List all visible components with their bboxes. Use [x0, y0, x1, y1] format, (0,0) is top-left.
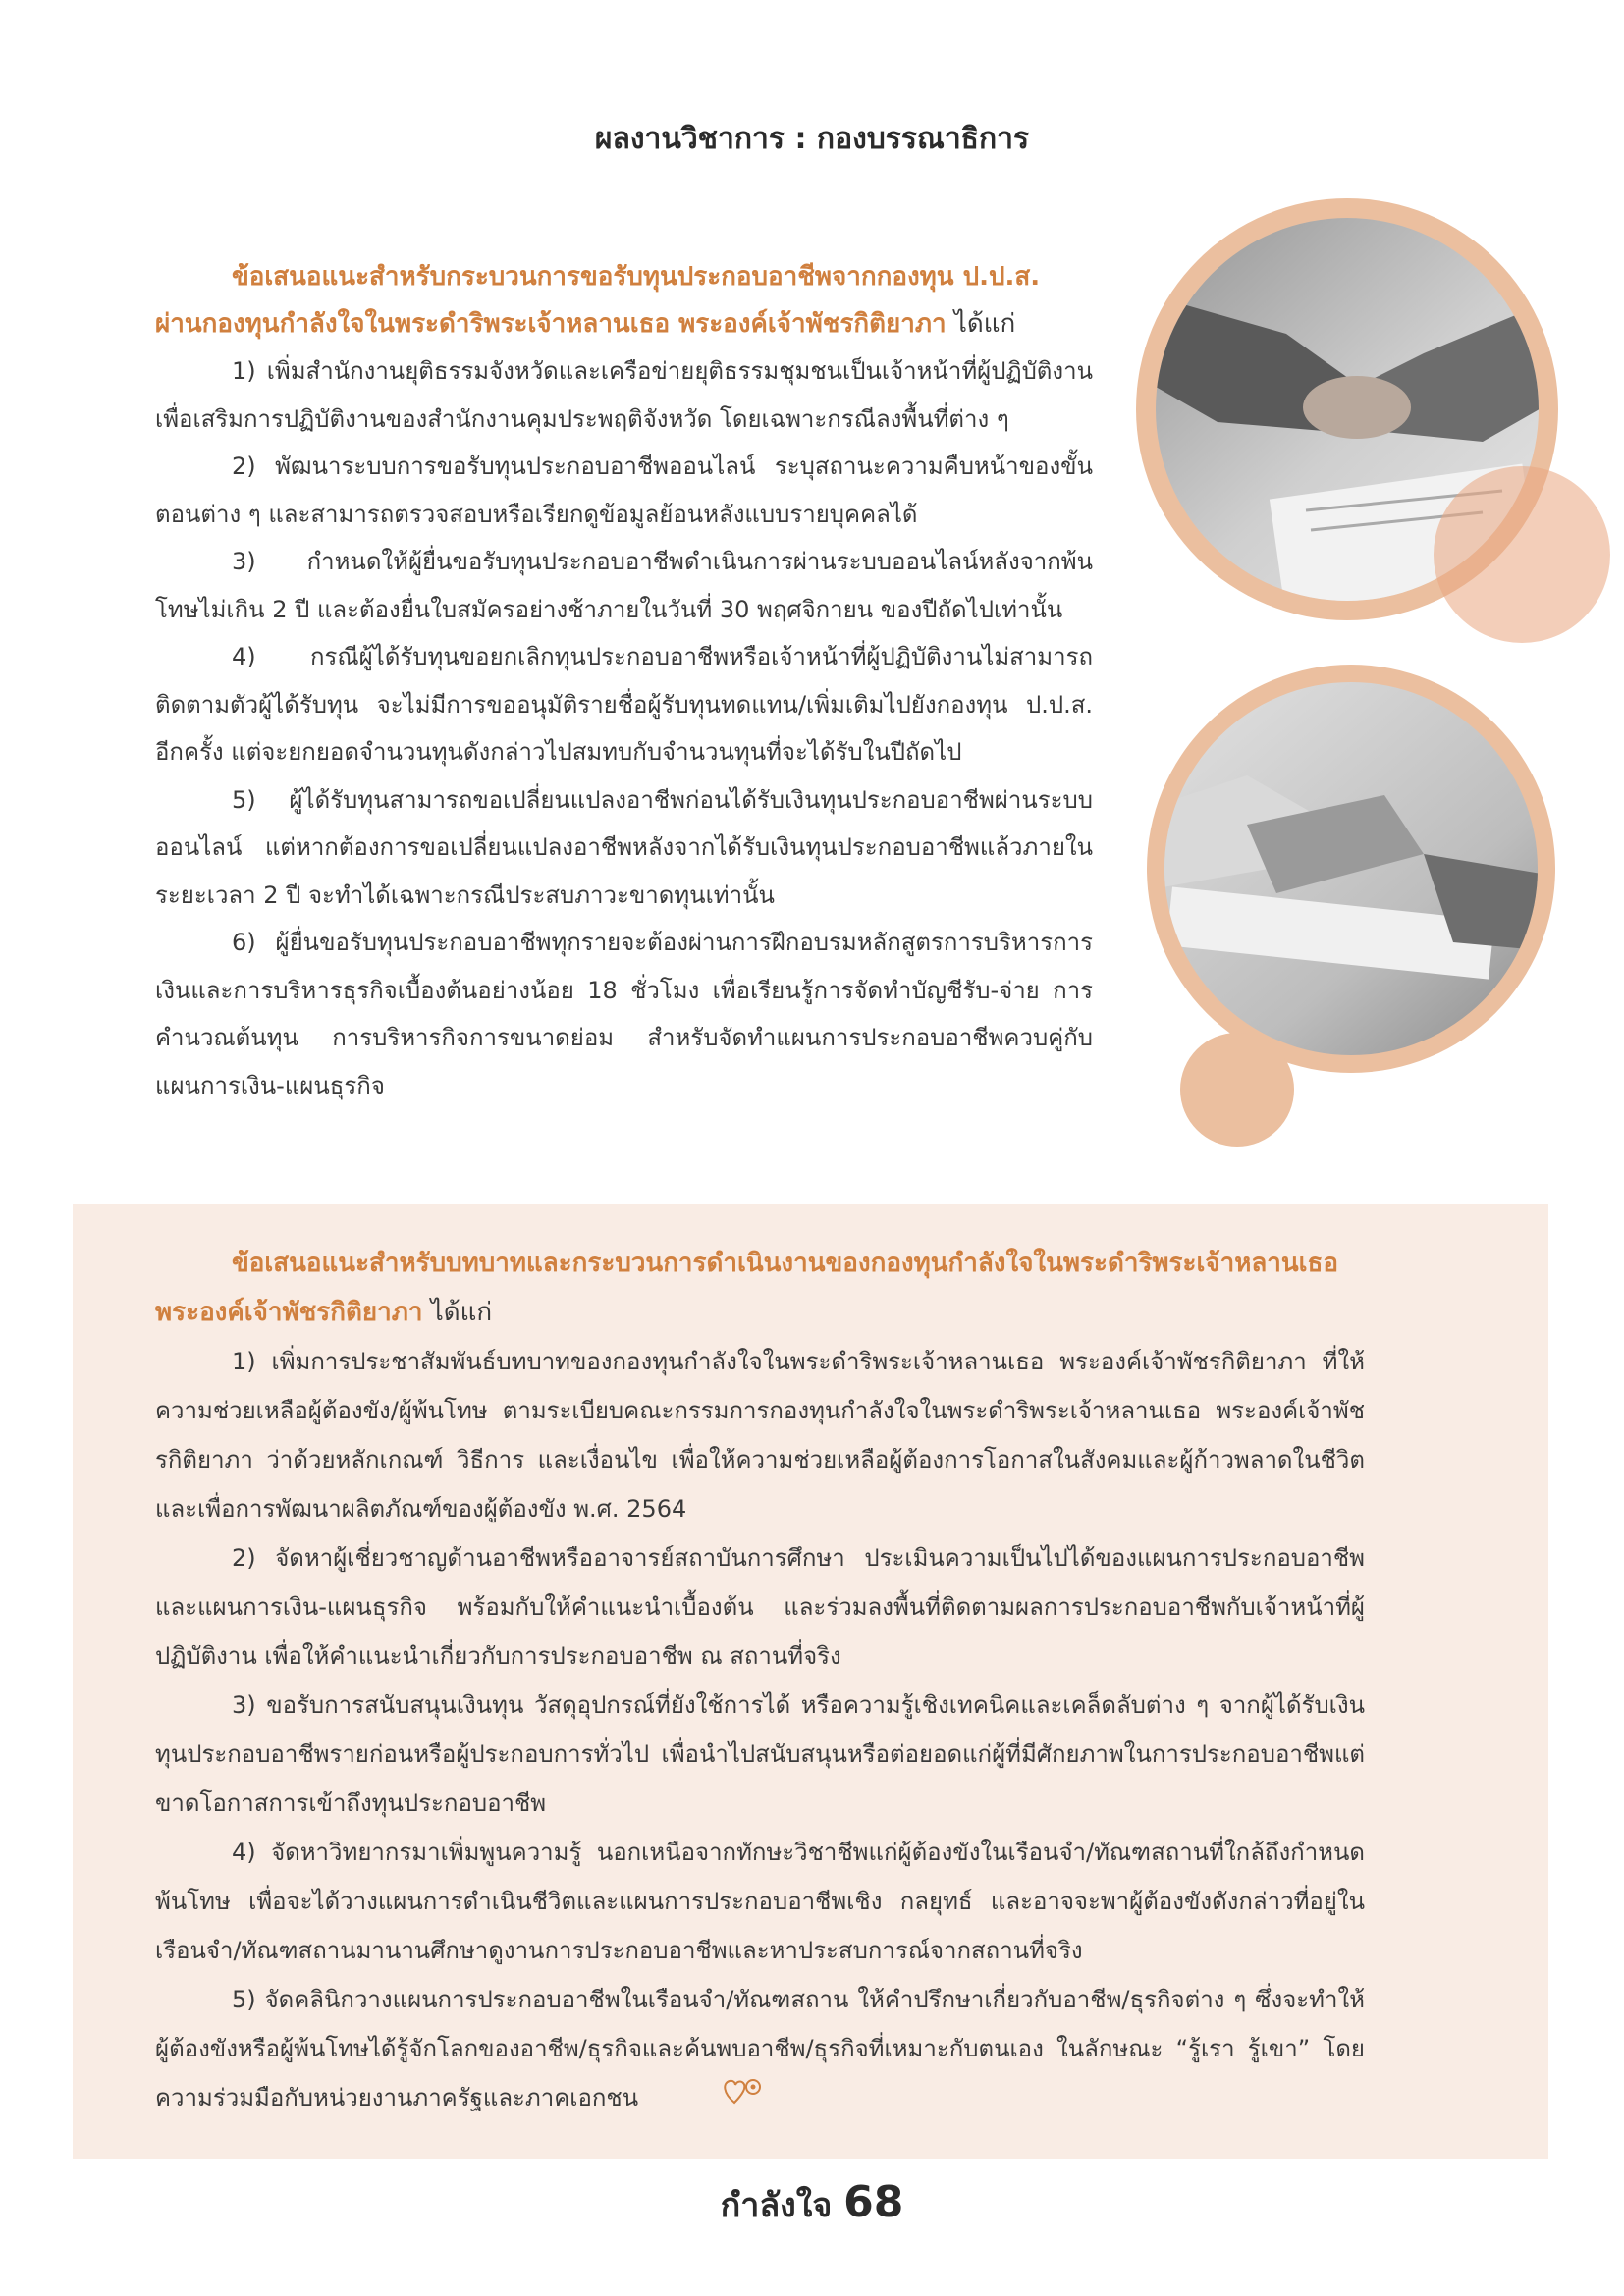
decorative-photos	[1129, 187, 1624, 1152]
heart-icon	[644, 2074, 766, 2123]
section-1	[155, 253, 1093, 1109]
section-2-heading-tail: ได้แก่	[422, 1298, 493, 1327]
page-number: 68	[843, 2177, 904, 2227]
section-2-heading: ข้อเสนอแนะสำหรับบทบาทและกระบวนการดำเนินงานของกองทุนกำลังใจในพระดำริพระเจ้าหลานเธอ พระองค์เจ้าพัชรกิติยาภา ได้แก่	[155, 1249, 1339, 1327]
section-2-item-4: 4) จัดหาวิทยากรมาเพิ่มพูนความรู้ นอกเหนือจากทักษะวิชาชีพแก่ผู้ต้องขังในเรือนจำ/ทัณฑสถานที่ใกล้ถึงกำหนดพ้นโทษ เพื่อจะได้วางแผนการดำเนินชีวิตและแผนการประกอบอาชีพเชิง กลยุทธ์ และอาจจะพาผู้ต้องขังดังกล่าวที่อยู่ในเรือนจำ/ทัณฑสถานมานานศึกษาดูงานการประกอบอาชีพและหาประสบการณ์จากสถานที่จริง	[155, 1839, 1365, 1964]
section-1-item-4: 4) กรณีผู้ได้รับทุนขอยกเลิกทุนประกอบอาชีพหรือเจ้าหน้าที่ผู้ปฏิบัติงานไม่สามารถติดตามตัวผู้ได้รับทุน จะไม่มีการขออนุมัติรายชื่อผู้รับทุนทดแทน/เพิ่มเติมไปยังกองทุน ป.ป.ส. อีกครั้ง แต่จะยกยอดจำนวนทุนดังกล่าวไปสมทบกับจำนวนทุนที่จะได้รับในปีถัดไป	[155, 643, 1093, 766]
section-2	[155, 1239, 1365, 2123]
section-2-item-1: 1) เพิ่มการประชาสัมพันธ์บทบาทของกองทุนกำลังใจในพระดำริพระเจ้าหลานเธอ พระองค์เจ้าพัชรกิติยาภา ที่ให้ความช่วยเหลือผู้ต้องขัง/ผู้พ้นโทษ ตามระเบียบคณะกรรมการกองทุนกำลังใจในพระดำริพระเจ้าหลานเธอ พระองค์เจ้าพัชรกิติยาภา ว่าด้วยหลักเกณฑ์ วิธีการ และเงื่อนไข เพื่อให้ความช่วยเหลือผู้ต้องการโอกาสในสังคมและผู้ก้าวพลาดในชีวิต และเพื่อการพัฒนาผลิตภัณฑ์ของผู้ต้องขัง พ.ศ. 2564	[155, 1348, 1365, 1522]
section-1-heading-tail: ได้แก่	[946, 309, 1016, 339]
section-1-item-5: 5) ผู้ได้รับทุนสามารถขอเปลี่ยนแปลงอาชีพก่อนได้รับเงินทุนประกอบอาชีพผ่านระบบออนไลน์ แต่หากต้องการขอเปลี่ยนแปลงอาชีพหลังจากได้รับเงินทุนประกอบอาชีพแล้วภายในระยะเวลา 2 ปี จะทำได้เฉพาะกรณีประสบภาวะขาดทุนเท่านั้น	[155, 785, 1093, 909]
section-1-item-1: 1) เพิ่มสำนักงานยุติธรรมจังหวัดและเครือข่ายยุติธรรมชุมชนเป็นเจ้าหน้าที่ผู้ปฏิบัติงานเพื่อเสริมการปฏิบัติงานของสำนักงานคุมประพฤติจังหวัด โดยเฉพาะกรณีลงพื้นที่ต่าง ๆ	[155, 357, 1093, 433]
section-1-item-2: 2) พัฒนาระบบการขอรับทุนประกอบอาชีพออนไลน์ ระบุสถานะความคืบหน้าของขั้นตอนต่าง ๆ และสามารถตรวจสอบหรือเรียกดูข้อมูลย้อนหลังแบบรายบุคคลได้	[155, 453, 1093, 528]
section-1-item-3: 3) กำหนดให้ผู้ยื่นขอรับทุนประกอบอาชีพดำเนินการผ่านระบบออนไลน์หลังจากพ้นโทษไม่เกิน 2 ปี และต้องยื่นใบสมัครอย่างช้าภายในวันที่ 30 พฤศจิกายน ของปีถัดไปเท่านั้น	[155, 548, 1093, 623]
section-1-item-6: 6) ผู้ยื่นขอรับทุนประกอบอาชีพทุกรายจะต้องผ่านการฝึกอบรมหลักสูตรการบริหารการเงินและการบริหารธุรกิจเบื้องต้นอย่างน้อย 18 ชั่วโมง เพื่อเรียนรู้การจัดทำบัญชีรับ-จ่าย การคำนวณต้นทุน การบริหารกิจการขนาดย่อม สำหรับจัดทำแผนการประกอบอาชีพควบคู่กับแผนการเงิน-แผนธุรกิจ	[155, 929, 1093, 1099]
page-header: ผลงานวิชาการ : กองบรรณาธิการ	[594, 122, 1030, 156]
section-2-item-5: 5) จัดคลินิกวางแผนการประกอบอาชีพในเรือนจำ/ทัณฑสถาน ให้คำปรึกษาเกี่ยวกับอาชีพ/ธุรกิจต่าง ๆ ซึ่งจะทำให้ผู้ต้องขังหรือผู้พ้นโทษได้รู้จักโลกของอาชีพ/ธุรกิจและค้นพบอาชีพ/ธุรกิจที่เหมาะกับตนเอง ในลักษณะ “รู้เรา รู้เขา” โดยความร่วมมือกับหน่วยงานภาครัฐและภาคเอกชน	[155, 1975, 1365, 2123]
section-1-heading: ข้อเสนอแนะสำหรับกระบวนการขอรับทุนประกอบอาชีพจากกองทุน ป.ป.ส. ผ่านกองทุนกำลังใจในพระดำริพระเจ้าหลานเธอ พระองค์เจ้าพัชรกิติยาภา ได้แก่	[155, 262, 1041, 339]
top-accent-circle	[1434, 466, 1610, 643]
page-footer	[0, 2177, 1624, 2231]
section-2-item-3: 3) ขอรับการสนับสนุนเงินทุน วัสดุอุปกรณ์ที่ยังใช้การได้ หรือความรู้เชิงเทคนิคและเคล็ดลับต่าง ๆ จากผู้ได้รับเงินทุนประกอบอาชีพรายก่อนหรือผู้ประกอบการทั่วไป เพื่อนำไปสนับสนุนหรือต่อยอดแก่ผู้ที่มีศักยภาพในการประกอบอาชีพแต่ขาดโอกาสการเข้าถึงทุนประกอบอาชีพ	[155, 1691, 1365, 1817]
bottom-accent-circle	[1180, 1033, 1294, 1147]
section-2-item-2: 2) จัดหาผู้เชี่ยวชาญด้านอาชีพหรืออาจารย์สถาบันการศึกษา ประเมินความเป็นไปได้ของแผนการประกอบอาชีพและแผนการเงิน-แผนธุรกิจ พร้อมกับให้คำแนะนำเบื้องต้น และร่วมลงพื้นที่ติดตามผลการประกอบอาชีพกับเจ้าหน้าที่ผู้ปฏิบัติงาน เพื่อให้คำแนะนำเกี่ยวกับการประกอบอาชีพ ณ สถานที่จริง	[155, 1544, 1365, 1670]
footer-label: กำลังใจ	[720, 2186, 833, 2225]
